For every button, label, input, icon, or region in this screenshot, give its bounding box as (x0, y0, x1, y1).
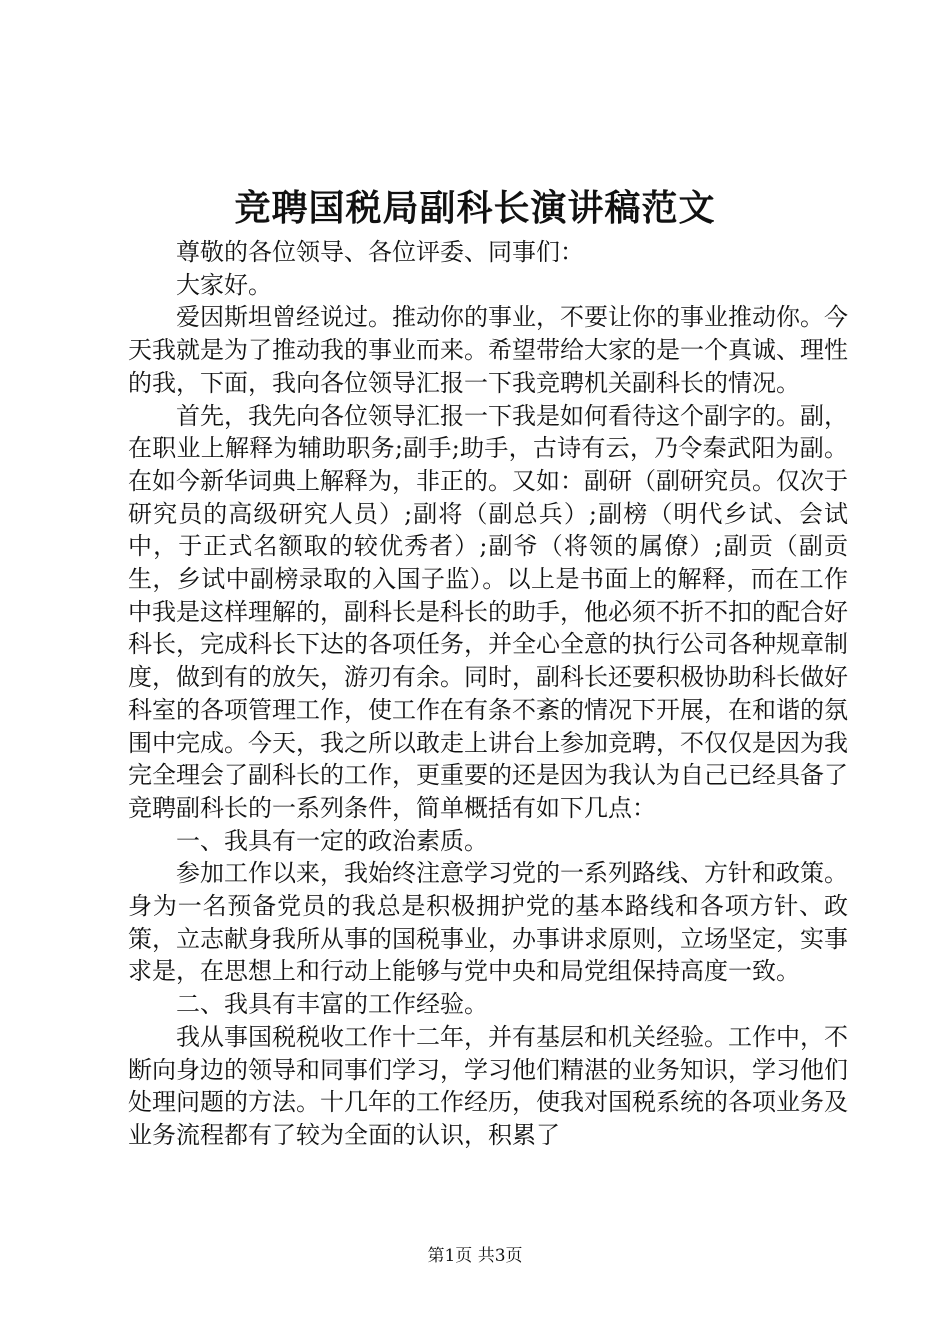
document-title: 竞聘国税局副科长演讲稿范文 (234, 187, 716, 229)
document-body (128, 236, 848, 1152)
greeting: 大家好。 (176, 270, 272, 299)
page-footer: 第1页 共3页 (427, 1246, 523, 1266)
paragraph-understanding: 首先，我先向各位领导汇报一下我是如何看待这个副字的。副，在职业上解释为辅助职务;副手;助手，古诗有云，乃令秦武阳为副。在如今新华词典上解释为，非正的。又如：副研（副研究员。仅次于研究员的高级研究人员）;副将（副总兵）;副榜（明代乡试、会试中，于正式名额取的较优秀者）;副爷（将领的属僚）;副贡（副贡生，乡试中副榜录取的入国子监）。以上是书面上的解释，而在工作中我是这样理解的，副科长是科长的助手，他必须不折不扣的配合好科长，完成科长下达的各项任务，并全心全意的执行公司各种规章制度，做到有的放矢，游刃有余。同时，副科长还要积极协助科长做好科室的各项管理工作，使工作在有条不紊的情况下开展，在和谐的氛围中完成。今天，我之所以敢走上讲台上参加竞聘，不仅仅是因为我完全理会了副科长的工作，更重要的还是因为我认为自己已经具备了竞聘副科长的一系列条件，简单概括有如下几点： (128, 401, 848, 822)
heading-political-quality: 一、我具有一定的政治素质。 (176, 826, 488, 855)
salutation: 尊敬的各位领导、各位评委、同事们： (176, 238, 584, 266)
heading-work-experience: 二、我具有丰富的工作经验。 (176, 990, 488, 1019)
paragraph-work-experience: 我从事国税税收工作十二年，并有基层和机关经验。工作中，不断向身边的领导和同事们学习，学习他们精湛的业务知识，学习他们处理问题的方法。十几年的工作经历，使我对国税系统的各项业务及业务流程都有了较为全面的认识，积累了 (128, 1022, 848, 1149)
paragraph-political-quality: 参加工作以来，我始终注意学习党的一系列路线、方针和政策。身为一名预备党员的我总是积极拥护党的基本路线和各项方针、政策，立志献身我所从事的国税事业，办事讲求原则，立场坚定，实事求是，在思想上和行动上能够与党中央和局党组保持高度一致。 (128, 859, 848, 986)
paragraph-intro: 爱因斯坦曾经说过。推动你的事业，不要让你的事业推动你。今天我就是为了推动我的事业而来。希望带给大家的是一个真诚、理性的我，下面，我向各位领导汇报一下我竞聘机关副科长的情况。 (128, 303, 848, 397)
